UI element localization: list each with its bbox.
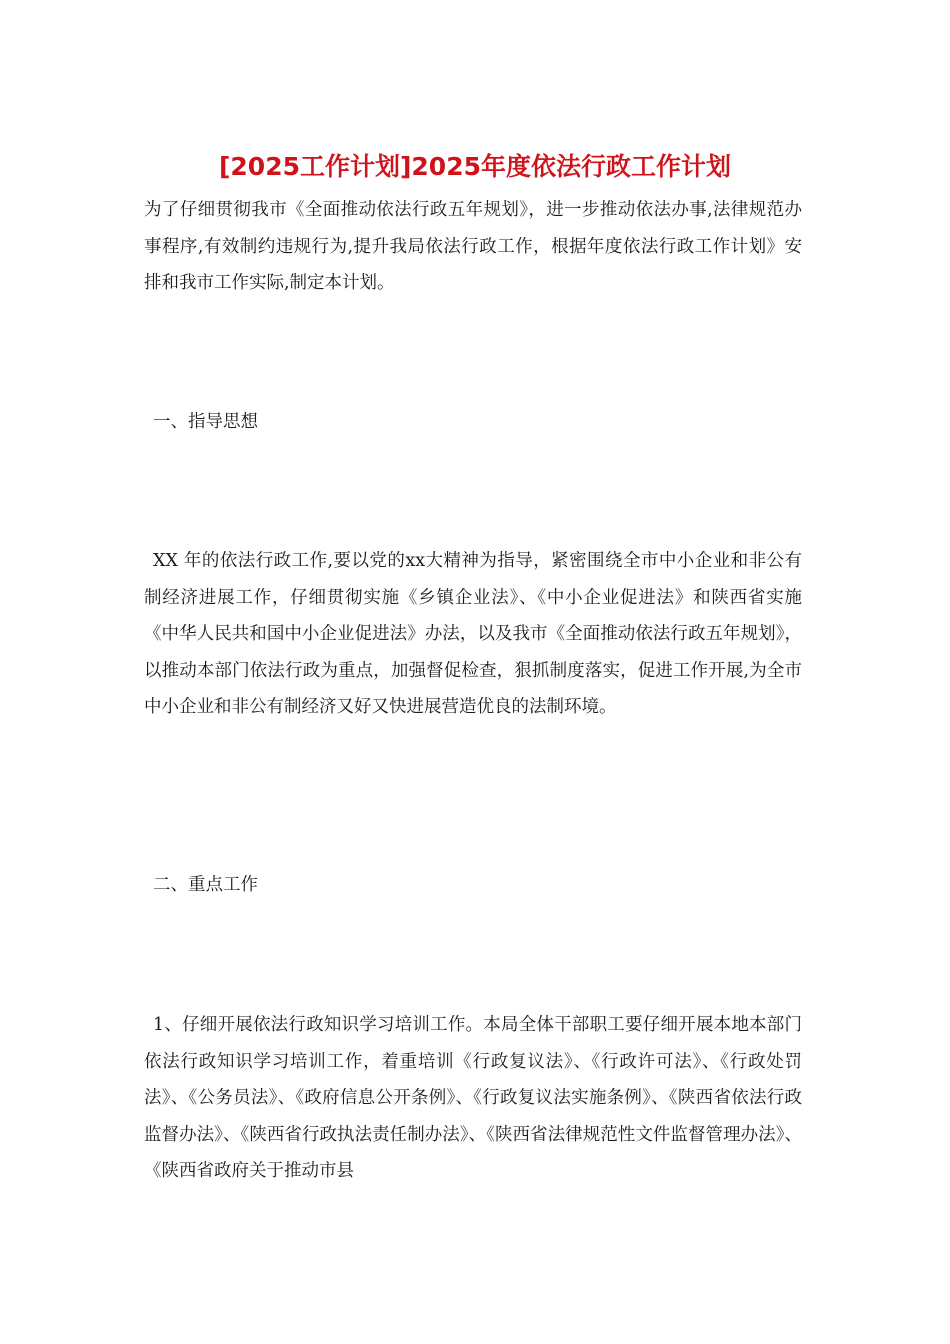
document-title: [2025工作计划]2025年度依法行政工作计划	[218, 152, 731, 181]
section-heading-key-work: 二、重点工作	[153, 875, 258, 895]
guiding-ideology-paragraph: XX 年的依法行政工作,要以党的xx大精神为指导，紧密围绕全市中小企业和非公有制经济进展工作，仔细贯彻实施《乡镇企业法》、《中小企业促进法》和陕西省实施《中华人民共和国中小企业促进法》办法，以及我市《全面推动依法行政五年规划》，以推动本部门依法行政为重点，加强督促检查，狠抓制度落实，促进工作开展,为全市中小企业和非公有制经济又好又快进展营造优良的法制环境。	[144, 551, 802, 717]
section-heading-guiding-ideology: 一、指导思想	[153, 412, 258, 432]
key-work-item-1-paragraph: 1、仔细开展依法行政知识学习培训工作。本局全体干部职工要仔细开展本地本部门依法行政知识学习培训工作，着重培训《行政复议法》、《行政许可法》、《行政处罚法》、《公务员法》、《政府信息公开条例》、《行政复议法实施条例》、《陕西省依法行政监督办法》、《陕西省行政执法责任制办法》、《陕西省法律规范性文件监督管理办法》、《陕西省政府关于推动市县	[144, 1015, 802, 1181]
intro-paragraph: 为了仔细贯彻我市《全面推动依法行政五年规划》，进一步推动依法办事,法律规范办事程序,有效制约违规行为,提升我局依法行政工作，根据年度依法行政工作计划》安排和我市工作实际,制定本计划。	[144, 200, 802, 293]
